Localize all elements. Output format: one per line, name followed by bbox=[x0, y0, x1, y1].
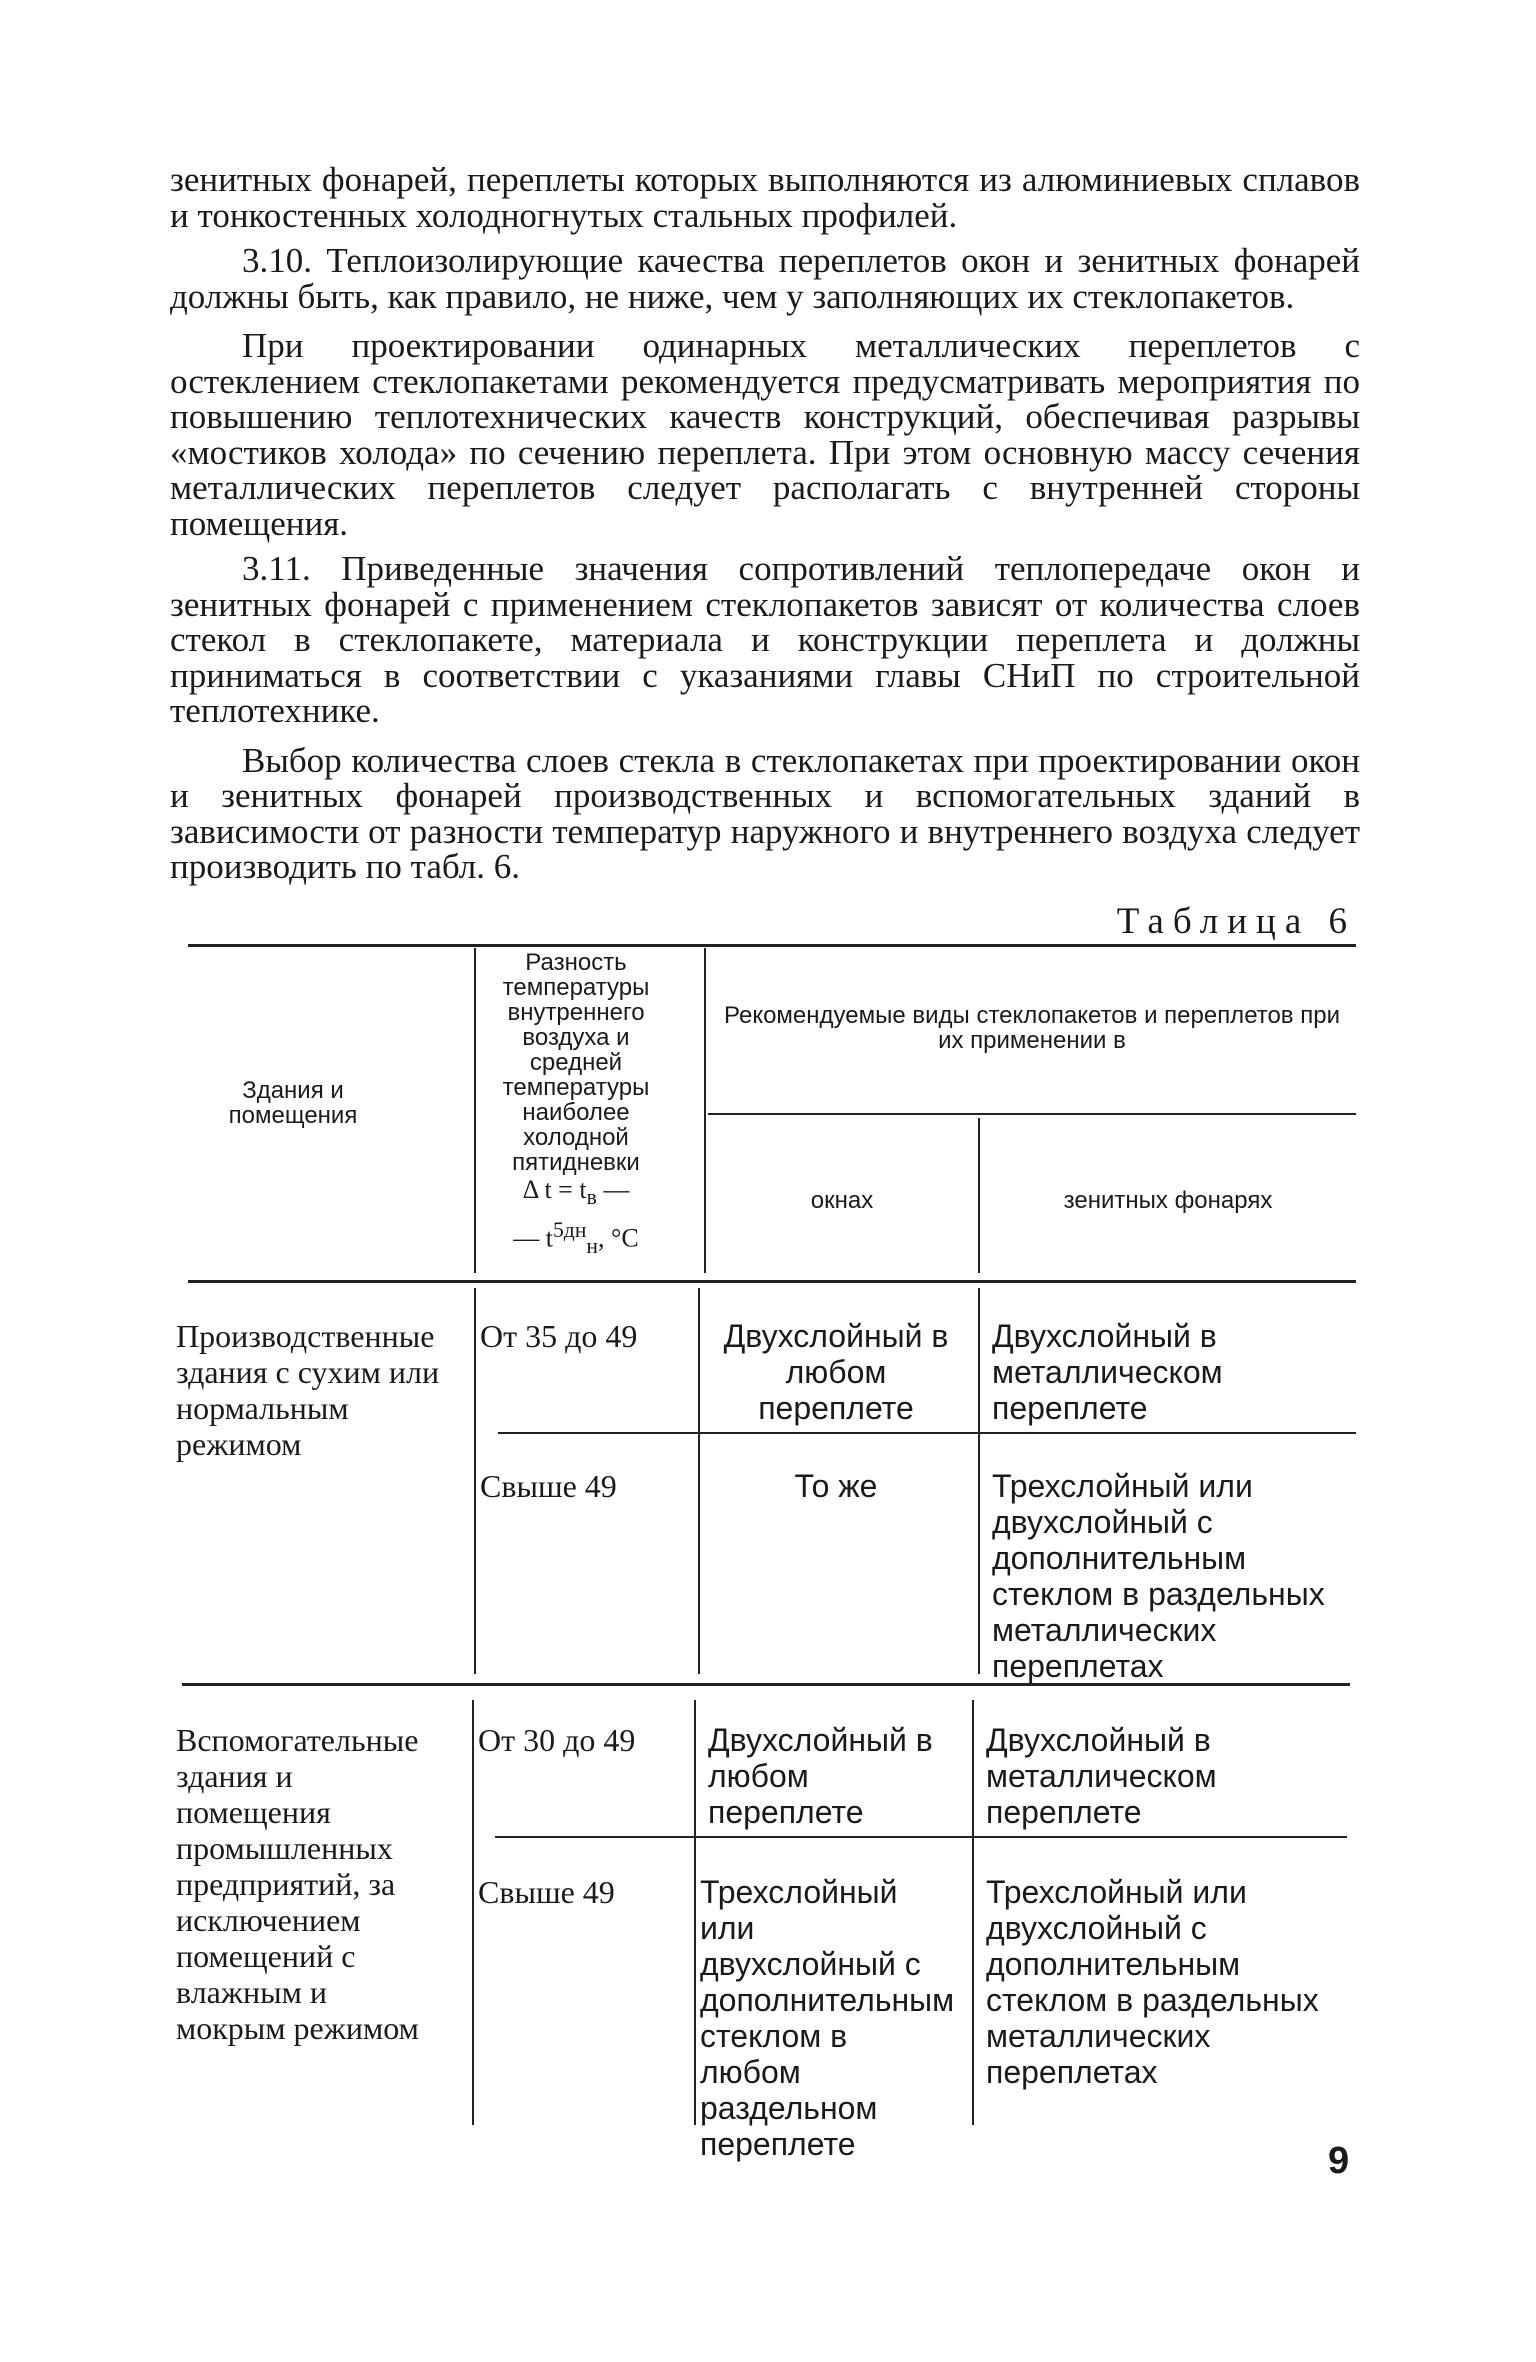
group2-row2-windows: Трехслойный или двухслойный с дополнительным стеклом в любом раздельном переплете bbox=[700, 1874, 955, 2162]
col-divider-3 bbox=[978, 1118, 980, 1273]
group1-row2-range: Свыше 49 bbox=[480, 1468, 617, 1504]
header-buildings: Здания и помещения bbox=[228, 1077, 358, 1129]
header-recommended: Рекомендуемые виды стеклопакетов и переплетов при их применении в bbox=[724, 1002, 1340, 1054]
header-formula-a: Δ $t = t_в$ — bbox=[522, 1175, 630, 1210]
group1-building: Производственные здания с сухим или нормальным режимом bbox=[176, 1318, 440, 1462]
group2-row1-skylights: Двухслойный в металлическом переплете bbox=[986, 1722, 1217, 1830]
table-caption: Таблица 6 bbox=[1116, 901, 1356, 942]
group2-row2-skylights: Трехслойный или двухслойный с дополнительным стеклом в раздельных металлических переплетах bbox=[986, 1874, 1319, 2090]
group1-split-rule bbox=[498, 1432, 1356, 1434]
group1-row1-windows: Двухслойный в любом переплете bbox=[723, 1318, 949, 1426]
header-skylights: зенитных фонарях bbox=[1063, 1187, 1273, 1214]
header-temp-diff-text: Разность температуры внутреннего воздуха и средней температуры наиболее холодной пятидневки bbox=[502, 949, 650, 1176]
group1-row1-skylights: Двухслойный в металлическом переплете bbox=[992, 1318, 1223, 1426]
paragraph-selection: Выбор количества слоев стекла в стеклопакетах при проектировании окон и зенитных фонарей производственных и вспомогательных зданий в зависимости от разности температур наружного и внутреннего воздуха следует производить по табл. 6. bbox=[170, 740, 1360, 886]
group2-row2-range: Свыше 49 bbox=[478, 1874, 615, 1910]
group2-row1-windows: Двухслойный в любом переплете bbox=[708, 1722, 933, 1830]
body-text bbox=[170, 162, 1360, 885]
col-divider-2-body-a bbox=[698, 1288, 700, 1674]
col-divider-3-body-a bbox=[978, 1288, 980, 1674]
col-divider-3-body-b bbox=[972, 1700, 974, 2125]
paragraph-continuation: зенитных фонарей, переплеты которых выполняются из алюминиевых сплавов и тонкостенных холодногнутых стальных профилей. bbox=[170, 160, 1360, 235]
col-divider-2-body-b bbox=[694, 1700, 696, 2125]
header-formula-b: — $t^{5дн}_н$, °С bbox=[513, 1218, 639, 1259]
group2-split-rule bbox=[495, 1836, 1347, 1838]
group2-building: Вспомогательные здания и помещения промышленных предприятий, за исключением помещений с влажным и мокрым режимом bbox=[176, 1722, 419, 2046]
group2-row1-range: От 30 до 49 bbox=[478, 1722, 636, 1758]
paragraph-3-10: 3.10. Теплоизолирующие качества переплетов окон и зенитных фонарей должны быть, как правило, не ниже, чем у заполняющих их стеклопакетов. bbox=[170, 241, 1360, 316]
header-bottom-rule bbox=[188, 1280, 1356, 1283]
table-top-rule bbox=[188, 944, 1356, 947]
group1-row2-skylights: Трехслойный или двухслойный с дополнительным стеклом в раздельных металлических переплетах bbox=[992, 1468, 1325, 1684]
col-divider-2 bbox=[704, 948, 706, 1273]
paragraph-design-note: При проектировании одинарных металлических переплетов с остеклением стеклопакетами рекомендуется предусматривать мероприятия по повышению теплотехнических качеств конструкций, обеспечивая разрывы «мостиков холода» по сечению переплета. При этом основную массу сечения металлических переплетов следует располагать с внутренней стороны помещения. bbox=[170, 326, 1360, 543]
header-temp-diff bbox=[476, 950, 676, 1259]
header-windows: окнах bbox=[810, 1187, 874, 1214]
header-split-rule bbox=[708, 1113, 1356, 1115]
col-divider-1-body-a bbox=[474, 1288, 476, 1674]
col-divider-1-body-b bbox=[472, 1700, 474, 2125]
group1-row1-range: От 35 до 49 bbox=[480, 1318, 638, 1354]
paragraph-3-11: 3.11. Приведенные значения сопротивлений теплопередаче окон и зенитных фонарей с применением стеклопакетов зависят от количества слоев стекол в стеклопакете, материала и конструкции переплета и должны приниматься в соответствии с указаниями главы СНиП по строительной теплотехнике. bbox=[170, 549, 1360, 730]
group1-row2-windows: То же bbox=[794, 1468, 878, 1504]
page-number: 9 bbox=[1328, 2140, 1350, 2182]
